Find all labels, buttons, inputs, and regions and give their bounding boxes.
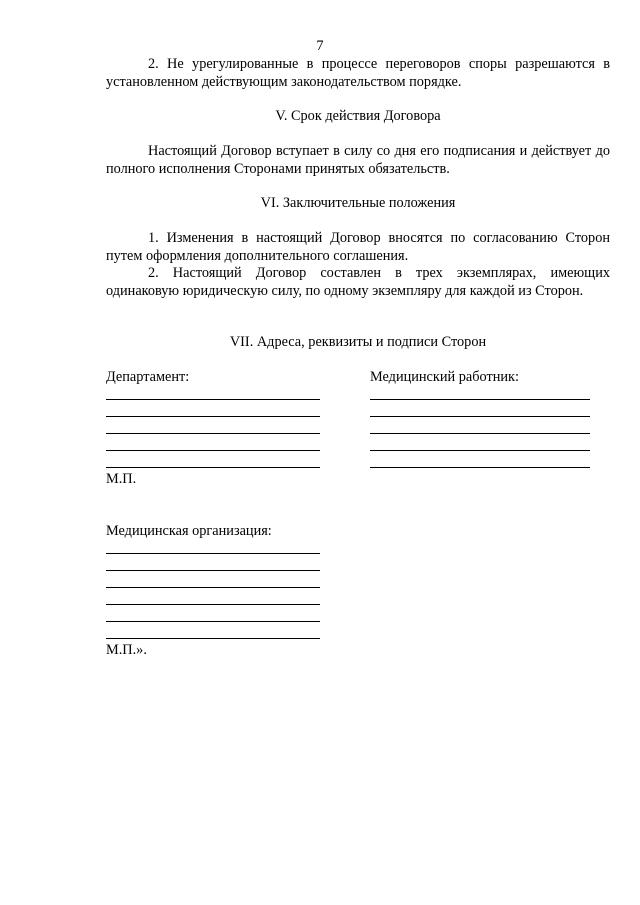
signature-line xyxy=(370,467,590,468)
section-5-text: Настоящий Договор вступает в силу со дня его подписания и действует до полного исполнения Сторонами принятых обязательств. xyxy=(106,143,610,177)
signature-line xyxy=(370,433,590,434)
signature-line xyxy=(106,604,320,605)
department-stamp-mark: М.П. xyxy=(106,471,137,487)
signature-line xyxy=(106,467,320,468)
signature-line xyxy=(106,587,320,588)
signature-line xyxy=(106,450,320,451)
signature-line xyxy=(106,416,320,417)
signature-line xyxy=(370,399,590,400)
signature-line xyxy=(106,433,320,434)
signature-line xyxy=(106,621,320,622)
section-6-item-2: 2. Настоящий Договор составлен в трех экземплярах, имеющих одинаковую юридическую силу, по одному экземпляру для каждой из Сторон. xyxy=(106,265,610,299)
signature-line xyxy=(106,638,320,639)
signature-line xyxy=(106,570,320,571)
medical-worker-label: Медицинский работник: xyxy=(370,369,519,385)
section-7-heading: VII. Адреса, реквизиты и подписи Сторон xyxy=(229,334,487,350)
dispute-resolution-paragraph: 2. Не урегулированные в процессе переговоров споры разрешаются в установленном действующим законодательством порядке. xyxy=(106,56,610,90)
medical-organization-stamp-mark: М.П.». xyxy=(106,642,147,658)
signature-line xyxy=(370,416,590,417)
section-6-heading: VI. Заключительные положения xyxy=(260,195,456,211)
department-label: Департамент: xyxy=(106,369,190,385)
signature-line xyxy=(106,399,320,400)
section-5-heading: V. Срок действия Договора xyxy=(275,108,441,124)
page-number: 7 xyxy=(316,38,324,54)
signature-line xyxy=(370,450,590,451)
medical-organization-label: Медицинская организация: xyxy=(106,523,272,539)
signature-line xyxy=(106,553,320,554)
section-6-item-1: 1. Изменения в настоящий Договор вносятся по согласованию Сторон путем оформления дополнительного соглашения. xyxy=(106,230,610,264)
